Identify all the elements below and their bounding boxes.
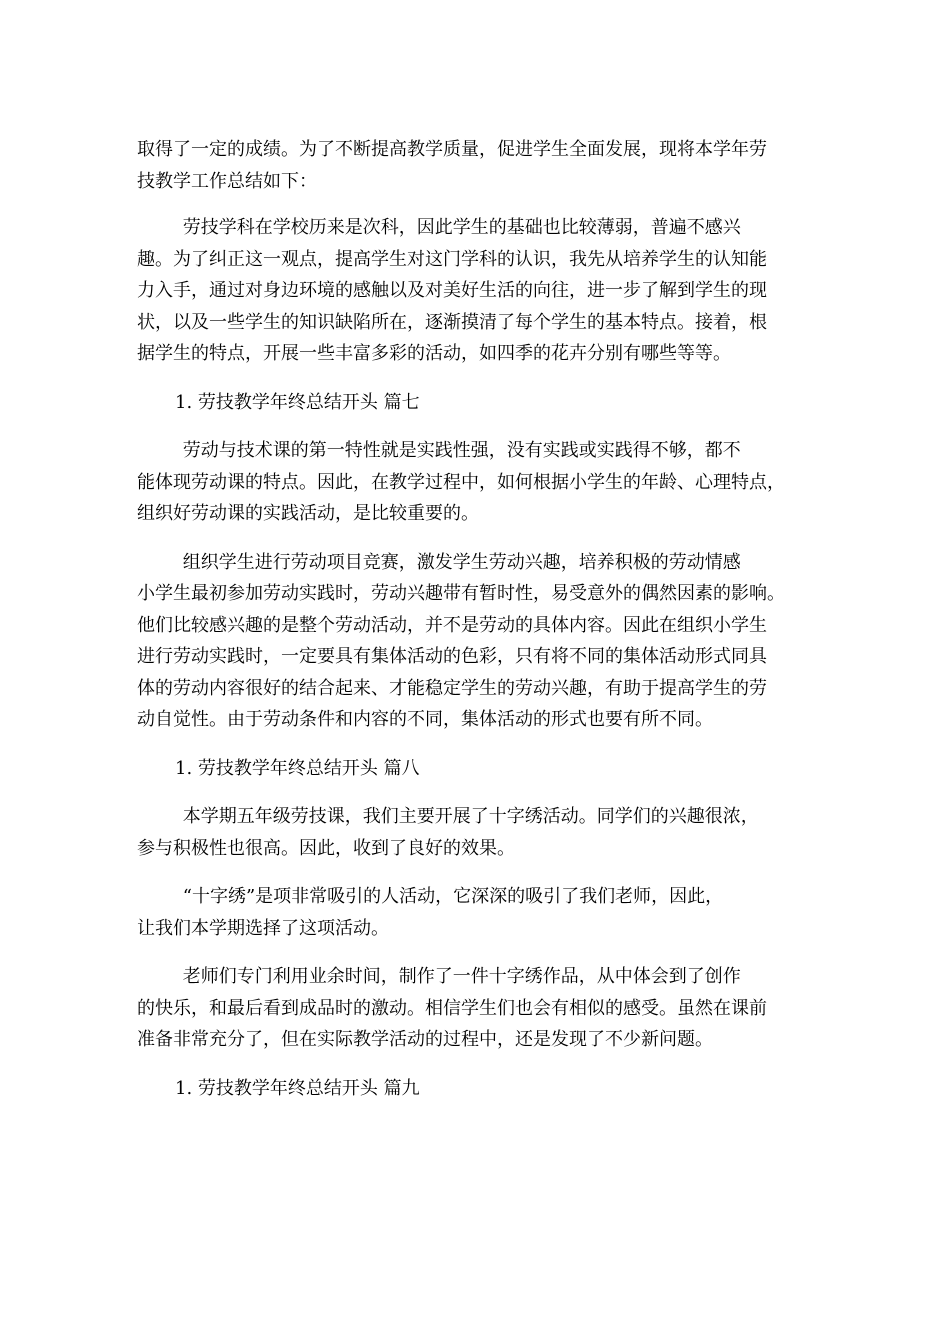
text-line: 老师们专门利用业余时间，制作了一件十字绣作品，从中体会到了创作	[137, 966, 741, 987]
text-line: 技教学工作总结如下：	[137, 170, 317, 192]
paragraph-practice	[137, 435, 815, 530]
paragraph-attraction	[137, 881, 815, 944]
text-line: 劳技学科在学校历来是次科，因此学生的基础也比较薄弱，普遍不感兴	[137, 217, 741, 238]
text-line: 本学期五年级劳技课，我们主要开展了十字绣活动。同学们的兴趣很浓，	[137, 806, 759, 827]
text-line: 趣。为了纠正这一观点，提高学生对这门学科的认识，我先从培养学生的认知能	[137, 248, 767, 270]
paragraph-interest	[137, 212, 815, 370]
paragraph-intro	[137, 134, 815, 197]
text-line: 组织好劳动课的实践活动，是比较重要的。	[137, 503, 479, 524]
text-line: 据学生的特点，开展一些丰富多彩的活动，如四季的花卉分别有哪些等等。	[137, 343, 731, 364]
text-line: 组织学生进行劳动项目竞赛，激发学生劳动兴趣，培养积极的劳动情感	[137, 551, 741, 573]
text-line: 小学生最初参加劳动实践时，劳动兴趣带有暂时性，易受意外的偶然因素的影响。	[137, 583, 785, 604]
paragraph-competition	[137, 547, 815, 736]
text-line: 让我们本学期选择了这项活动。	[137, 917, 389, 939]
text-line: 体的劳动内容很好的结合起来、才能稳定学生的劳动兴趣，有助于提高学生的劳	[137, 677, 767, 699]
text-line: “十字绣”是项非常吸引的人活动，它深深的吸引了我们老师，因此，	[137, 886, 724, 907]
section-heading-7: 1. 劳技教学年终总结开头 篇七	[175, 391, 420, 413]
paragraph-teachers	[137, 961, 815, 1056]
document-body	[137, 134, 815, 1104]
text-line: 取得了一定的成绩。为了不断提高教学质量，促进学生全面发展，现将本学年劳	[137, 139, 767, 160]
text-line: 准备非常充分了，但在实际教学活动的过程中，还是发现了不少新问题。	[137, 1029, 713, 1050]
text-line: 状，以及一些学生的知识缺陷所在，逐渐摸清了每个学生的基本特点。接着，根	[137, 311, 767, 333]
text-line: 进行劳动实践时，一定要具有集体活动的色彩，只有将不同的集体活动形式同具	[137, 646, 767, 667]
text-line: 参与积极性也很高。因此，收到了良好的效果。	[137, 837, 515, 859]
paragraph-cross-stitch	[137, 801, 815, 864]
text-line: 能体现劳动课的特点。因此，在教学过程中，如何根据小学生的年龄、心理特点，	[137, 471, 785, 493]
section-heading-9: 1. 劳技教学年终总结开头 篇九	[175, 1077, 420, 1099]
text-line: 劳动与技术课的第一特性就是实践性强，没有实践或实践得不够，都不	[137, 440, 741, 461]
text-line: 的快乐，和最后看到成品时的激动。相信学生们也会有相似的感受。虽然在课前	[137, 997, 767, 1019]
text-line: 动自觉性。由于劳动条件和内容的不同，集体活动的形式也要有所不同。	[137, 709, 713, 730]
section-heading-8: 1. 劳技教学年终总结开头 篇八	[175, 757, 420, 779]
text-line: 力入手，通过对身边环境的感触以及对美好生活的向往，进一步了解到学生的现	[137, 280, 767, 301]
text-line: 他们比较感兴趣的是整个劳动活动，并不是劳动的具体内容。因此在组织小学生	[137, 614, 767, 636]
